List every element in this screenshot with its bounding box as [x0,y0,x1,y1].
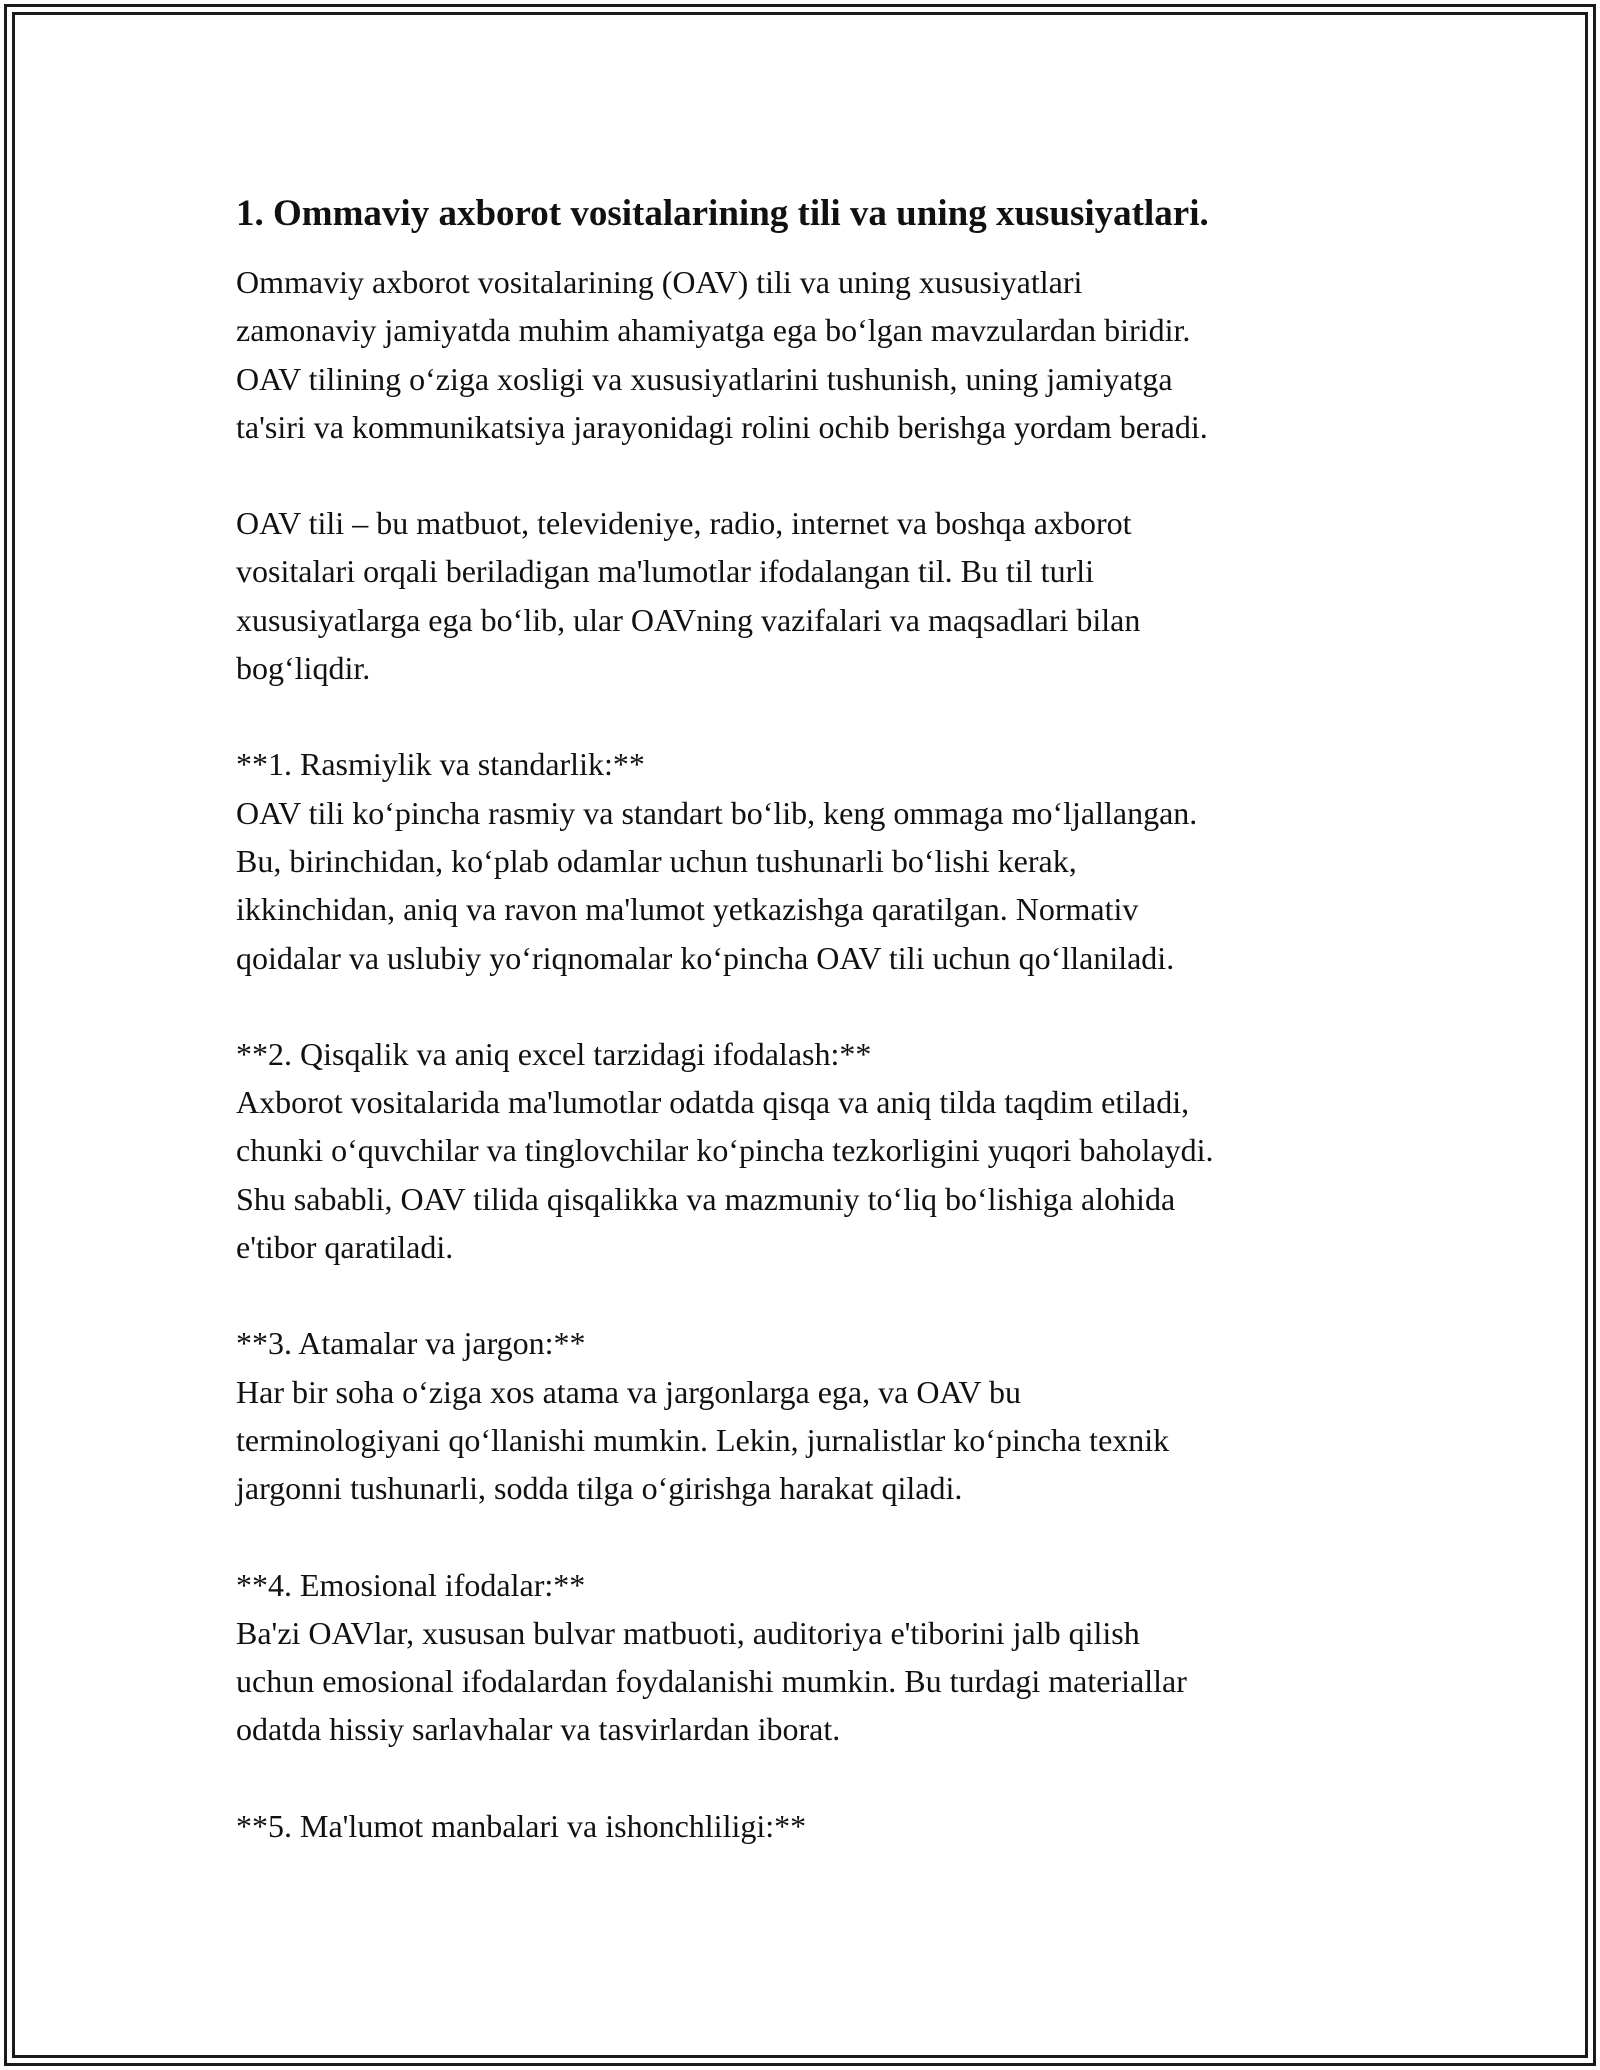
section-line: uchun emosional ifodalardan foydalanishi mumkin. Bu turdagi materiallar [236,1663,1187,1700]
section-emotional [236,1561,1386,1754]
section-heading: **4. Emosional ifodalar:** [236,1566,586,1603]
intro-paragraph [236,258,1386,451]
section-line: chunki o‘quvchilar va tinglovchilar ko‘pincha tezkorligini yuqori baholaydi. [236,1132,1214,1169]
section-line: odatda hissiy sarlavhalar va tasvirlardan iborat. [236,1711,841,1748]
intro-line: zamonaviy jamiyatda muhim ahamiyatga ega bo‘lgan mavzulardan biridir. [236,312,1191,349]
section-paragraph [236,1078,1386,1271]
section-paragraph [236,789,1386,982]
section-line: Axborot vositalarida ma'lumotlar odatda qisqa va aniq tilda taqdim etiladi, [236,1084,1190,1121]
section-line: OAV tili ko‘pincha rasmiy va standart bo‘lib, keng ommaga mo‘ljallangan. [236,794,1198,831]
section-terminology [236,1319,1386,1512]
section-sources [236,1802,1386,1850]
section-line: terminologiyani qo‘llanishi mumkin. Lekin, jurnalistlar ko‘pincha texnik [236,1421,1170,1458]
definition-line: vositalari orqali beriladigan ma'lumotlar ifodalangan til. Bu til turli [236,553,1094,590]
section-paragraph [236,1368,1386,1513]
section-heading: **2. Qisqalik va aniq excel tarzidagi ifodalash:** [236,1035,872,1072]
intro-line: ta'siri va kommunikatsiya jarayonidagi rolini ochib berishga yordam beradi. [236,408,1208,445]
definition-paragraph [236,499,1386,692]
definition-line: OAV tili – bu matbuot, televideniye, radio, internet va boshqa axborot [236,505,1132,542]
section-line: Bu, birinchidan, ko‘plab odamlar uchun tushunarli bo‘lishi kerak, [236,842,1077,879]
intro-line: OAV tilining o‘ziga xosligi va xususiyatlarini tushunish, uning jamiyatga [236,360,1173,397]
section-line: jargonni tushunarli, sodda tilga o‘girishga harakat qiladi. [236,1470,963,1507]
document-title: 1. Ommaviy axborot vositalarining tili va uning xususiyatlari. [236,193,1209,234]
section-heading: **5. Ma'lumot manbalari va ishonchliligi:** [236,1807,807,1844]
section-line: Shu sababli, OAV tilida qisqalikka va mazmuniy to‘liq bo‘lishiga alohida [236,1180,1176,1217]
definition-line: xususiyatlarga ega bo‘lib, ular OAVning vazifalari va maqsadlari bilan [236,601,1141,638]
document-body [236,190,1386,1850]
section-paragraph [236,1609,1386,1754]
section-line: ikkinchidan, aniq va ravon ma'lumot yetkazishga qaratilgan. Normativ [236,891,1139,928]
section-formality [236,740,1386,981]
section-heading: **1. Rasmiylik va standarlik:** [236,746,645,783]
section-line: Ba'zi OAVlar, xususan bulvar matbuoti, auditoriya e'tiborini jalb qilish [236,1614,1140,1651]
section-heading: **3. Atamalar va jargon:** [236,1325,586,1362]
section-line: Har bir soha o‘ziga xos atama va jargonlarga ega, va OAV bu [236,1373,1021,1410]
section-line: e'tibor qaratiladi. [236,1229,454,1266]
section-brevity [236,1030,1386,1271]
section-line: qoidalar va uslubiy yo‘riqnomalar ko‘pincha OAV tili uchun qo‘llaniladi. [236,939,1175,976]
definition-line: bog‘liqdir. [236,650,371,687]
intro-line: Ommaviy axborot vositalarining (OAV) tili va uning xususiyatlari [236,264,1083,300]
